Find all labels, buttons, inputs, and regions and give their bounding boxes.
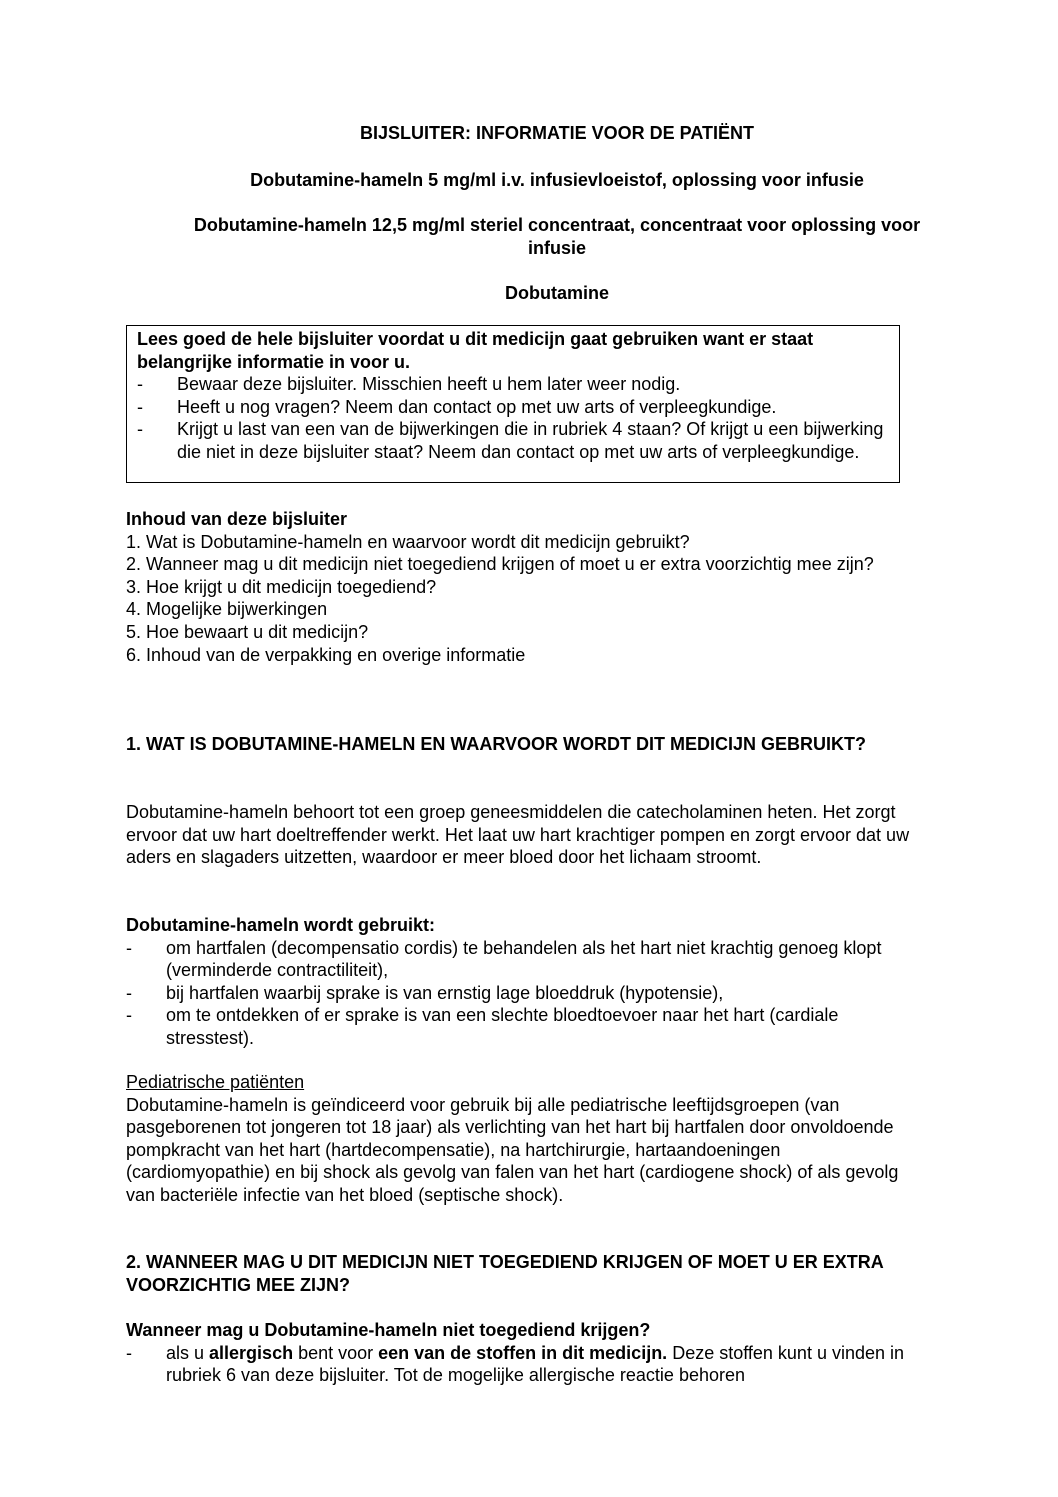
use-item-text: om hartfalen (decompensatio cordis) te behandelen als het hart niet krachtig genoeg klopt (verminderde contractiliteit), — [166, 937, 882, 981]
notice-item-text: Heeft u nog vragen? Neem dan contact op met uw arts of verpleegkundige. — [177, 396, 777, 417]
bullet-dash: - — [137, 374, 143, 395]
notice-item — [137, 396, 889, 419]
toc-item: 5. Hoe bewaart u dit medicijn? — [126, 621, 369, 642]
uses-heading: Dobutamine-hameln wordt gebruikt: — [126, 915, 436, 935]
use-item — [126, 982, 916, 1005]
toc-heading: Inhoud van deze bijsluiter — [126, 509, 348, 529]
section-2-subheading: Wanneer mag u Dobutamine-hameln niet toegediend krijgen? — [126, 1320, 651, 1340]
bullet-dash: - — [126, 937, 132, 958]
section-2-block — [126, 1319, 916, 1387]
allergic-emphasis: allergisch — [209, 1342, 294, 1363]
contraindication-text-part: Deze stoffen kunt u vinden in rubriek 6 van deze bijsluiter. Tot de mogelijke allergische reactie behoren — [166, 1342, 905, 1386]
notice-item-text: Krijgt u last van een van de bijwerkingen die in rubriek 4 staan? Of krijgt u een bijwerking die niet in deze bijsluiter staat? Neem dan contact op met uw arts of verpleegkundige. — [177, 419, 884, 462]
bullet-dash: - — [137, 396, 143, 417]
toc-item: 3. Hoe krijgt u dit medicijn toegediend? — [126, 576, 437, 597]
toc-item: 4. Mogelijke bijwerkingen — [126, 599, 328, 620]
section-2-heading: 2. WANNEER MAG U DIT MEDICIJN NIET TOEGEDIEND KRIJGEN OF MOET U ER EXTRA VOORZICHTIG MEE ZIJN? — [126, 1252, 884, 1295]
section-1-paragraph: Dobutamine-hameln behoort tot een groep geneesmiddelen die catecholaminen heten. Het zorgt ervoor dat uw hart doeltreffender werkt. Het laat uw hart krachtiger pompen en zorgt ervoor dat uw aders en slagaders uitzetten, waardoor er meer bloed door het lichaam stroomt. — [126, 802, 910, 868]
product-name-5mg: Dobutamine-hameln 5 mg/ml i.v. infusievloeistof, oplossing voor infusie — [250, 170, 864, 190]
notice-item — [137, 418, 889, 463]
pediatric-block — [126, 1071, 916, 1207]
notice-box — [126, 325, 900, 483]
active-substance: Dobutamine — [504, 283, 609, 303]
pediatric-text: Dobutamine-hameln is geïndiceerd voor gebruik bij alle pediatrische leeftijdsgroepen (van pasgeborenen tot jongeren tot 18 jaar) als verlichting van het hart bij hartfalen door onvoldoende pompkracht van het hart (hartdecompensatie), na hartchirurgie, hartaandoeningen (cardiomyopathie) en bij shock als gevolg van falen van het hart (cardiogene shock) of als gevolg van bacteriële infectie van het bloed (septische shock). — [126, 1094, 899, 1205]
uses-block — [126, 914, 916, 1050]
contraindication-item — [126, 1342, 916, 1387]
notice-item-text: Bewaar deze bijsluiter. Misschien heeft u hem later weer nodig. — [177, 374, 681, 395]
table-of-contents — [126, 508, 916, 666]
section-1-heading: 1. WAT IS DOBUTAMINE-HAMELN EN WAARVOOR WORDT DIT MEDICIJN GEBRUIKT? — [126, 734, 866, 754]
notice-item — [137, 373, 889, 396]
toc-item: 2. Wanneer mag u dit medicijn niet toegediend krijgen of moet u er extra voorzichtig mee zijn? — [126, 554, 874, 575]
pediatric-heading: Pediatrische patiënten — [126, 1072, 305, 1092]
use-item-text: om te ontdekken of er sprake is van een slechte bloedtoevoer naar het hart (cardiale stresstest). — [166, 1005, 839, 1048]
use-item-text: bij hartfalen waarbij sprake is van ernstig lage bloeddruk (hypotensie), — [166, 982, 724, 1003]
bullet-dash: - — [126, 1005, 132, 1026]
notice-intro: Lees goed de hele bijsluiter voordat u dit medicijn gaat gebruiken want er staat belangrijke informatie in voor u. — [137, 329, 814, 372]
toc-item: 1. Wat is Dobutamine-hameln en waarvoor wordt dit medicijn gebruikt? — [126, 531, 690, 552]
contraindication-text-part: bent voor — [293, 1342, 379, 1363]
product-name-12-5mg: Dobutamine-hameln 12,5 mg/ml steriel concentraat, concentraat voor oplossing voor infusie — [193, 215, 921, 258]
use-item — [126, 1004, 916, 1049]
use-item — [126, 937, 916, 982]
bullet-dash: - — [126, 982, 132, 1003]
bullet-dash: - — [137, 419, 143, 440]
contraindication-text-part: als u — [166, 1342, 210, 1363]
toc-item: 6. Inhoud van de verpakking en overige informatie — [126, 644, 526, 665]
document-title: BIJSLUITER: INFORMATIE VOOR DE PATIËNT — [359, 123, 754, 143]
ingredient-emphasis: een van de stoffen in dit medicijn. — [378, 1342, 668, 1363]
bullet-dash: - — [126, 1342, 132, 1363]
